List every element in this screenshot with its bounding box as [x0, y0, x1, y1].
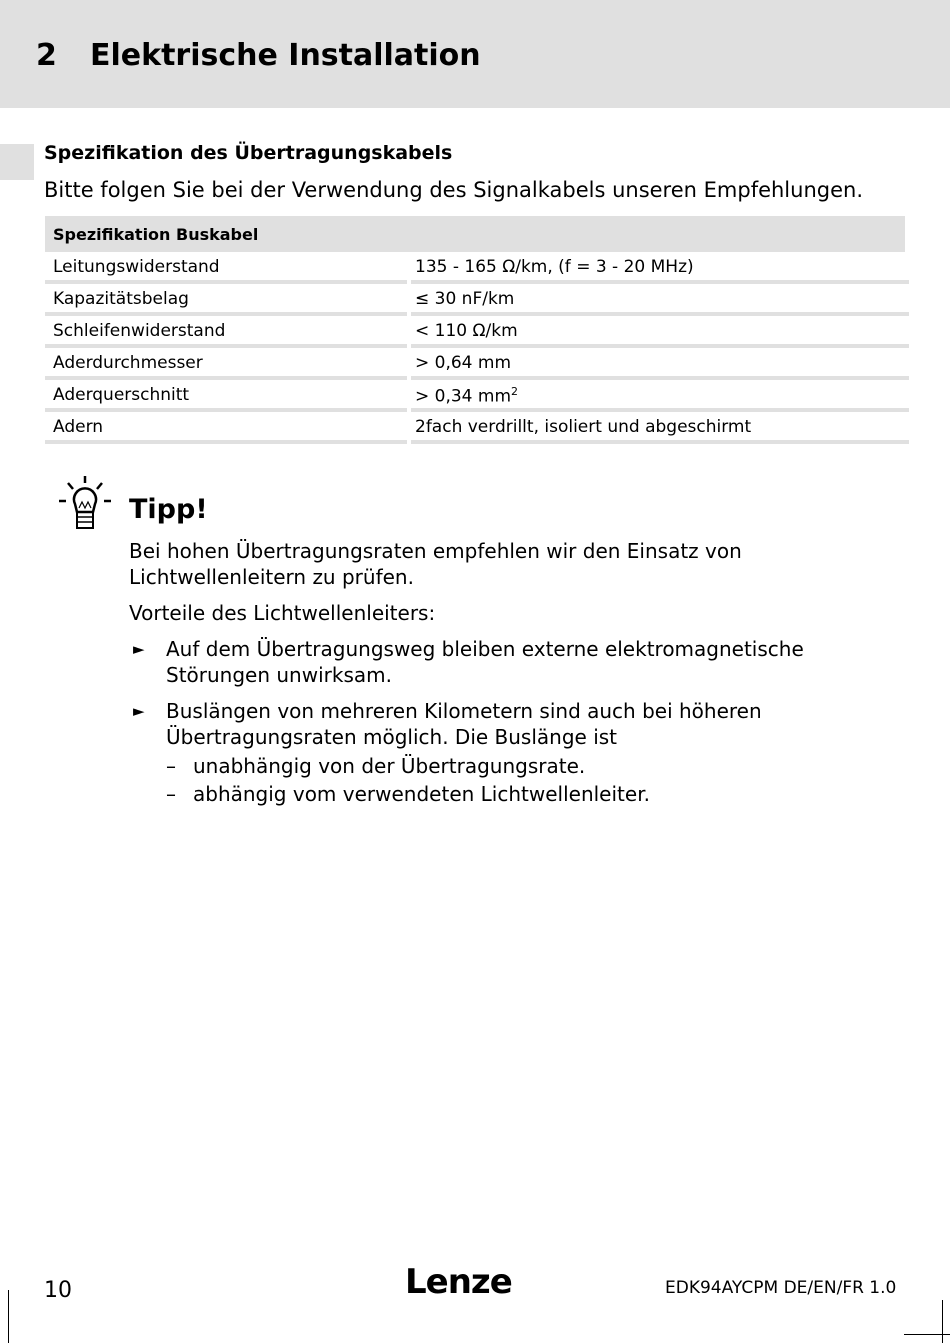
row-value: > 0,64 mm	[411, 348, 909, 380]
spec-table	[45, 216, 909, 444]
chapter-title: Elektrische Installation	[90, 38, 481, 73]
row-value: 135 - 165 Ω/km, (f = 3 - 20 MHz)	[411, 252, 909, 284]
section-side-marker	[0, 144, 34, 180]
sub-list-item	[166, 780, 909, 808]
list-item	[129, 636, 909, 688]
row-label: Aderquerschnitt	[45, 380, 407, 412]
row-label: Adern	[45, 412, 407, 444]
triangle-bullet-icon: ►	[133, 640, 145, 658]
list-item	[129, 698, 909, 808]
crop-mark	[904, 1334, 950, 1335]
tip-paragraph: Bei hohen Übertragungsraten empfehlen wir den Einsatz von Lichtwellenleitern zu prüfen.	[129, 539, 742, 589]
list-item-text: Auf dem Übertragungsweg bleiben externe elektromagnetische Störungen unwirksam.	[166, 637, 804, 687]
table-row	[45, 348, 909, 380]
row-value	[411, 380, 909, 412]
advantages-list	[129, 636, 909, 808]
chapter-number: 2	[36, 38, 57, 73]
tip-paragraph: Vorteile des Lichtwellenleiters:	[129, 601, 436, 625]
dash-marker: –	[166, 782, 176, 806]
sub-list-item	[166, 752, 909, 780]
row-label: Schleifenwiderstand	[45, 316, 407, 348]
document-code: EDK94AYCPM DE/EN/FR 1.0	[665, 1278, 897, 1298]
table-row	[45, 252, 909, 284]
sub-list	[166, 752, 909, 808]
row-label: Kapazitätsbelag	[45, 284, 407, 316]
spec-table-header: Spezifikation Buskabel	[45, 216, 905, 252]
dash-marker: –	[166, 754, 176, 778]
crop-mark	[942, 1300, 943, 1343]
triangle-bullet-icon: ►	[133, 702, 145, 720]
tip-body	[129, 538, 909, 818]
table-row	[45, 412, 909, 444]
row-value: < 110 Ω/km	[411, 316, 909, 348]
table-row	[45, 284, 909, 316]
row-label: Leitungswiderstand	[45, 252, 407, 284]
sub-list-item-text: abhängig vom verwendeten Lichtwellenleiter.	[193, 782, 650, 806]
lightbulb-icon	[56, 474, 114, 534]
table-row	[45, 316, 909, 348]
row-value: ≤ 30 nF/km	[411, 284, 909, 316]
section-intro: Bitte folgen Sie bei der Verwendung des Signalkabels unseren Empfehlungen.	[44, 178, 863, 202]
sub-list-item-text: unabhängig von der Übertragungsrate.	[193, 754, 586, 778]
list-item-text: Buslängen von mehreren Kilometern sind auch bei höheren Übertragungsraten möglich. Die Buslänge ist	[166, 699, 762, 749]
section-title: Spezifikation des Übertragungskabels	[44, 142, 453, 164]
table-row	[45, 380, 909, 412]
row-value-text: > 0,34 mm	[415, 386, 512, 407]
tip-title: Tipp!	[129, 494, 208, 525]
lenze-logo: Lenze	[405, 1262, 512, 1302]
row-value: 2fach verdrillt, isoliert und abgeschirmt	[411, 412, 909, 444]
superscript: 2	[511, 385, 519, 398]
page-number: 10	[44, 1278, 72, 1303]
crop-mark	[8, 1290, 9, 1343]
row-label: Aderdurchmesser	[45, 348, 407, 380]
